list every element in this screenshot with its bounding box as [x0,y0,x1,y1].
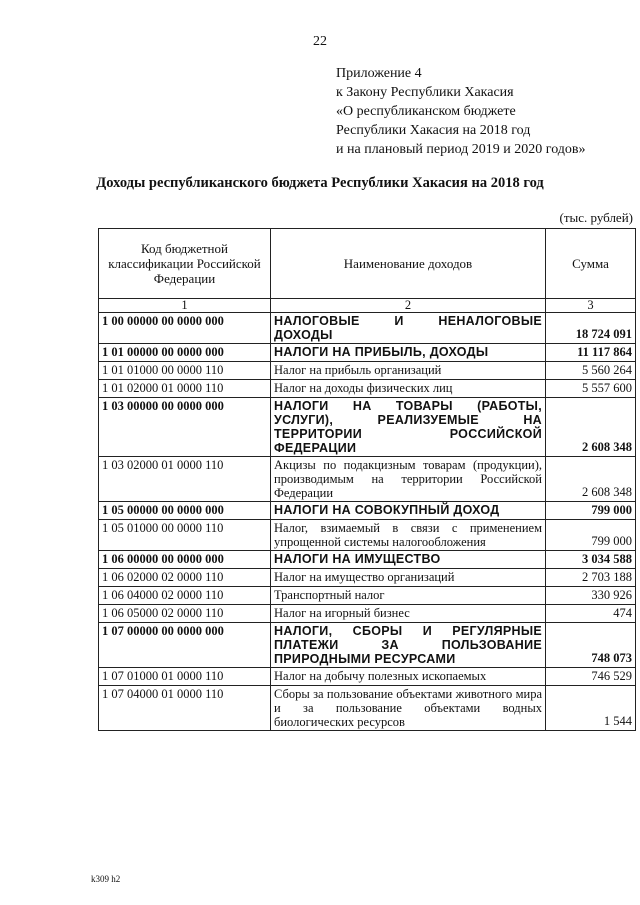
table-row [99,668,636,686]
table-row [99,569,636,587]
document-title: Доходы республиканского бюджета Республики Хакасия на 2018 год [96,175,544,191]
table-row [99,587,636,605]
row-name: Акцизы по подакцизным товарам (продукции), производимым на территории Российской Федерации [271,457,546,502]
row-code: 1 06 04000 02 0000 110 [99,587,271,605]
row-code: 1 06 00000 00 0000 000 [99,551,271,569]
row-name: Транспортный налог [271,587,546,605]
row-name: НАЛОГИ НА СОВОКУПНЫЙ ДОХОД [271,502,546,520]
row-amount: 474 [546,605,636,623]
row-name: Налог на игорный бизнес [271,605,546,623]
table-row [99,686,636,731]
row-name: НАЛОГИ НА ПРИБЫЛЬ, ДОХОДЫ [271,344,546,362]
row-code: 1 05 00000 00 0000 000 [99,502,271,520]
table-row [99,398,636,457]
row-name: Налог на добычу полезных ископаемых [271,668,546,686]
header-code: Код бюджетной классификации Российской Федерации [99,229,271,299]
units-label: (тыс. рублей) [559,210,633,225]
revenue-table [98,228,636,731]
row-code: 1 03 00000 00 0000 000 [99,398,271,457]
table-row [99,380,636,398]
appendix-line: Республики Хакасия на 2018 год [336,123,531,138]
row-amount: 799 000 [546,520,636,551]
row-amount: 5 560 264 [546,362,636,380]
row-amount: 748 073 [546,623,636,668]
table-row [99,605,636,623]
page-number: 22 [313,34,327,49]
row-amount: 5 557 600 [546,380,636,398]
table-row [99,344,636,362]
row-name: НАЛОГОВЫЕ И НЕНАЛОГОВЫЕ ДОХОДЫ [271,313,546,344]
appendix-line: к Закону Республики Хакасия [336,85,514,100]
row-amount: 11 117 864 [546,344,636,362]
row-code: 1 03 02000 01 0000 110 [99,457,271,502]
row-code: 1 05 01000 00 0000 110 [99,520,271,551]
row-code: 1 01 00000 00 0000 000 [99,344,271,362]
row-amount: 2 703 188 [546,569,636,587]
row-amount: 799 000 [546,502,636,520]
table-row [99,623,636,668]
row-name: Сборы за пользование объектами животного мира и за пользование объектами водных биологических ресурсов [271,686,546,731]
row-name: НАЛОГИ НА ИМУЩЕСТВО [271,551,546,569]
footer-code: k309 h2 [91,874,121,884]
row-code: 1 06 05000 02 0000 110 [99,605,271,623]
row-amount: 18 724 091 [546,313,636,344]
row-name: Налог на имущество организаций [271,569,546,587]
table-row [99,313,636,344]
row-code: 1 07 01000 01 0000 110 [99,668,271,686]
col-number: 2 [271,299,546,313]
appendix-line: Приложение 4 [336,66,422,81]
row-amount: 3 034 588 [546,551,636,569]
table-row [99,551,636,569]
col-number: 3 [546,299,636,313]
table-row [99,457,636,502]
row-amount: 330 926 [546,587,636,605]
row-code: 1 07 04000 01 0000 110 [99,686,271,731]
row-name: НАЛОГИ, СБОРЫ И РЕГУЛЯРНЫЕ ПЛАТЕЖИ ЗА ПОЛЬЗОВАНИЕ ПРИРОДНЫМИ РЕСУРСАМИ [271,623,546,668]
header-name: Наименование доходов [271,229,546,299]
row-amount: 746 529 [546,668,636,686]
row-name: Налог, взимаемый в связи с применением упрощенной системы налогообложения [271,520,546,551]
row-code: 1 01 02000 01 0000 110 [99,380,271,398]
row-code: 1 06 02000 02 0000 110 [99,569,271,587]
row-code: 1 07 00000 00 0000 000 [99,623,271,668]
row-code: 1 00 00000 00 0000 000 [99,313,271,344]
row-amount: 1 544 [546,686,636,731]
row-code: 1 01 01000 00 0000 110 [99,362,271,380]
row-name: Налог на прибыль организаций [271,362,546,380]
header-amount: Сумма [546,229,636,299]
col-number: 1 [99,299,271,313]
row-name: НАЛОГИ НА ТОВАРЫ (РАБОТЫ, УСЛУГИ), РЕАЛИЗУЕМЫЕ НА ТЕРРИТОРИИ РОССИЙСКОЙ ФЕДЕРАЦИИ [271,398,546,457]
table-row [99,362,636,380]
appendix-line: «О республиканском бюджете [336,104,516,119]
table-row [99,520,636,551]
appendix-line: и на плановый период 2019 и 2020 годов» [336,142,586,157]
appendix-header [336,64,586,159]
table-row [99,502,636,520]
row-name: Налог на доходы физических лиц [271,380,546,398]
row-amount: 2 608 348 [546,398,636,457]
row-amount: 2 608 348 [546,457,636,502]
